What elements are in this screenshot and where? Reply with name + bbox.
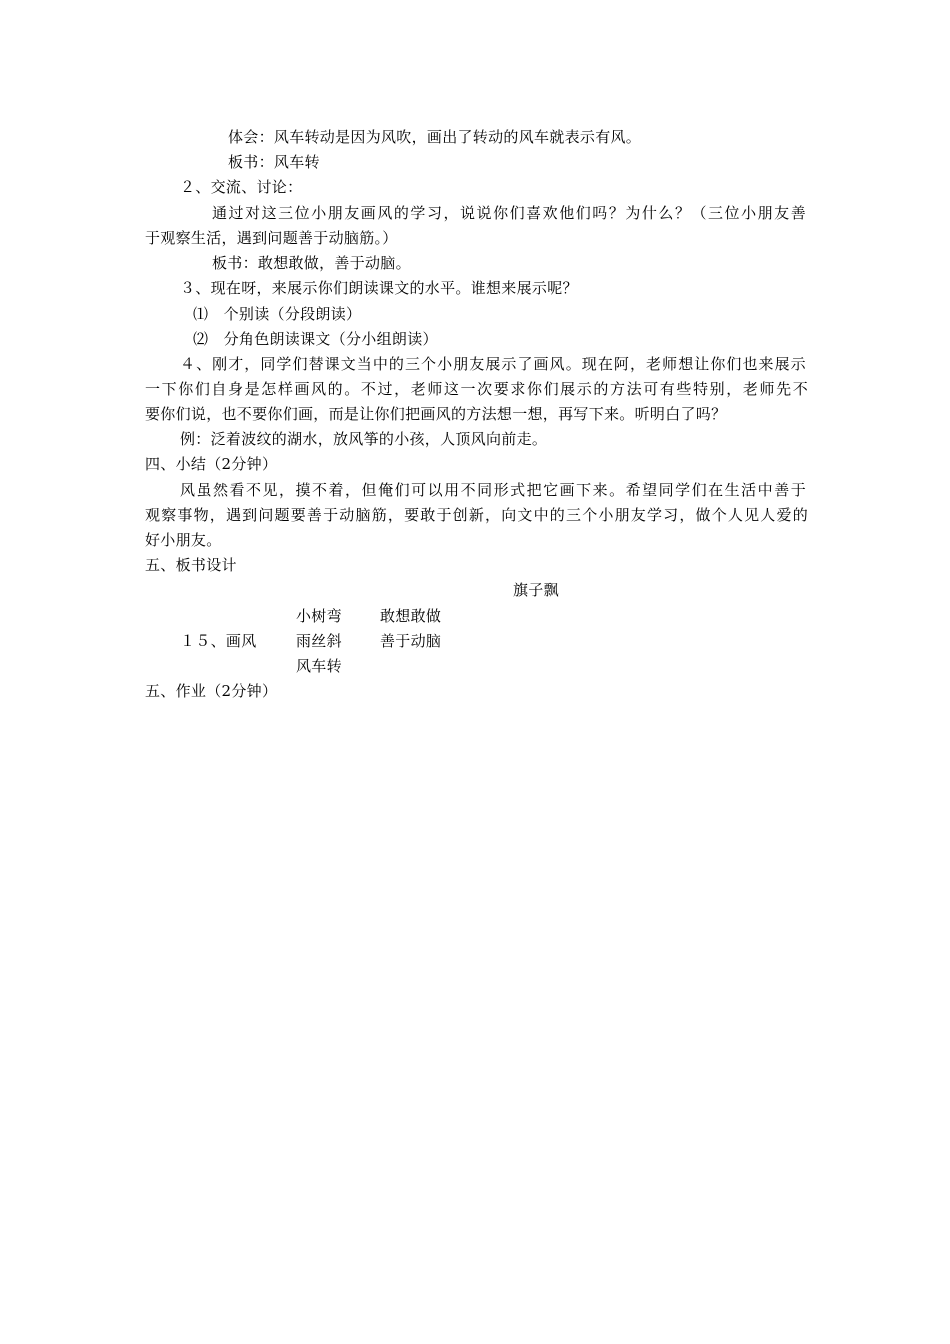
text-line-step-4-2: 一下你们自身是怎样画风的。不过，老师这一次要求你们展示的方法可有些特别，老师先不 (145, 380, 808, 398)
text-line-summary-2: 观察事物，遇到问题要善于动脑筋，要敢于创新，向文中的三个小朋友学习，做个人见人爱的 (145, 506, 808, 524)
board-quality-think: 善于动脑 (380, 632, 442, 650)
text-line-step-4-1: ４、刚才，同学们替课文当中的三个小朋友展示了画风。现在阿，老师想让你们也来展示 (180, 355, 806, 373)
text-line-step-2: ２、交流、讨论： (180, 178, 303, 196)
section-heading-summary: 四、小结（2分钟） (145, 455, 278, 473)
text-line-summary-1: 风虽然看不见，摸不着，但俺们可以用不同形式把它画下来。希望同学们在生活中善于 (180, 481, 806, 499)
text-line-board-windmill: 板书：风车转 (228, 153, 320, 171)
text-line-read-roles: ⑵ 分角色朗读课文（分小组朗读） (193, 330, 438, 348)
board-lesson-title: １５、画风 (180, 632, 257, 650)
text-line-step-4-3: 要你们说，也不要你们画，而是让你们把画风的方法想一想，再写下来。听明白了吗？ (145, 405, 727, 423)
board-quality-brave: 敢想敢做 (380, 607, 442, 625)
text-line-step-3: ３、现在呀，来展示你们朗读课文的水平。谁想来展示呢？ (180, 279, 578, 297)
text-line-discussion-1: 通过对这三位小朋友画风的学习，说说你们喜欢他们吗？为什么？（三位小朋友善 (212, 204, 806, 222)
text-line-read-individual: ⑴ 个别读（分段朗读） (193, 305, 362, 323)
section-heading-homework: 五、作业（2分钟） (145, 682, 278, 700)
text-line-discussion-2: 于观察生活，遇到问题善于动脑筋。） (145, 229, 398, 247)
board-item-rain: 雨丝斜 (296, 632, 342, 650)
text-line-summary-3: 好小朋友。 (145, 531, 222, 549)
board-item-tree: 小树弯 (296, 607, 342, 625)
board-item-windmill: 风车转 (296, 657, 342, 675)
text-line-example: 例：泛着波纹的湖水，放风筝的小孩，人顶风向前走。 (180, 430, 548, 448)
text-line-board-brave: 板书：敢想敢做，善于动脑。 (212, 254, 411, 272)
section-heading-board-design: 五、板书设计 (145, 556, 237, 574)
board-flag: 旗子飘 (513, 581, 559, 599)
text-line-experience: 体会：风车转动是因为风吹，画出了转动的风车就表示有风。 (228, 128, 642, 146)
